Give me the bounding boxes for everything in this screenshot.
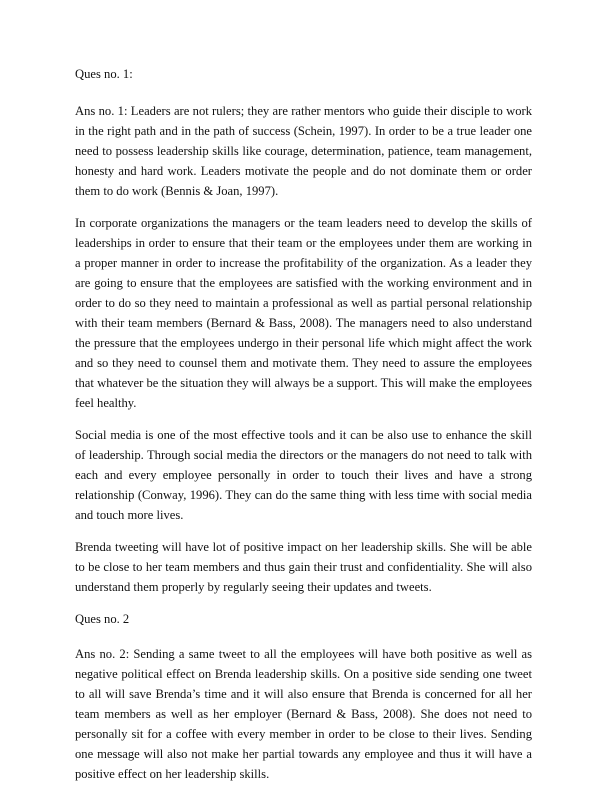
question-1-heading: Ques no. 1: (75, 67, 133, 81)
answer-1-paragraph-4: Brenda tweeting will have lot of positive impact on her leadership skills. She will be able to be close to her team members and thus gain their trust and confidentiality. She will also understand them properly by regularly seeing their updates and tweets. (75, 540, 532, 594)
answer-2-paragraph-1: Ans no. 2: Sending a same tweet to all the employees will have both positive as well as negative political effect on Brenda leadership skills. On a positive side sending one tweet to all will save Brenda’s time and it will also ensure that Brenda is concerned for all her team members as well as her employer (Bernard & Bass, 2008). She does not need to personally sit for a coffee with every member in order to be close to their lives. Sending one message will also not make her partial towards any employee and thus it will have a positive effect on her leadership skills. (75, 647, 532, 781)
answer-1-paragraph-3: Social media is one of the most effective tools and it can be also use to enhance the skill of leadership. Through social media the directors or the managers do not need to talk with each and every employee personally in order to touch their lives and have a strong relationship (Conway, 1996). They can do the same thing with less time with social media and touch more lives. (75, 428, 532, 522)
document-body (75, 64, 532, 796)
answer-1-paragraph-2: In corporate organizations the managers or the team leaders need to develop the skills of leaderships in order to ensure that their team or the employees under them are working in a proper manner in order to increase the profitability of the organization. As a leader they are going to ensure that the employees are satisfied with the working environment and in order to do so they need to maintain a professional as well as partial personal relationship with their team members (Bernard & Bass, 2008). The managers need to also understand the pressure that the employees undergo in their personal life which might affect the work and so they need to counsel them and motivate them. They need to assure the employees that whatever be the situation they will always be a support. This will make the employees feel healthy. (75, 216, 532, 410)
answer-1-paragraph-1: Ans no. 1: Leaders are not rulers; they are rather mentors who guide their disciple to work in the right path and in the path of success (Schein, 1997). In order to be a true leader one need to possess leadership skills like courage, determination, patience, team management, honesty and hard work. Leaders motivate the people and do not dominate them or order them to do work (Bennis & Joan, 1997). (75, 104, 532, 198)
question-2-heading: Ques no. 2 (75, 612, 130, 626)
